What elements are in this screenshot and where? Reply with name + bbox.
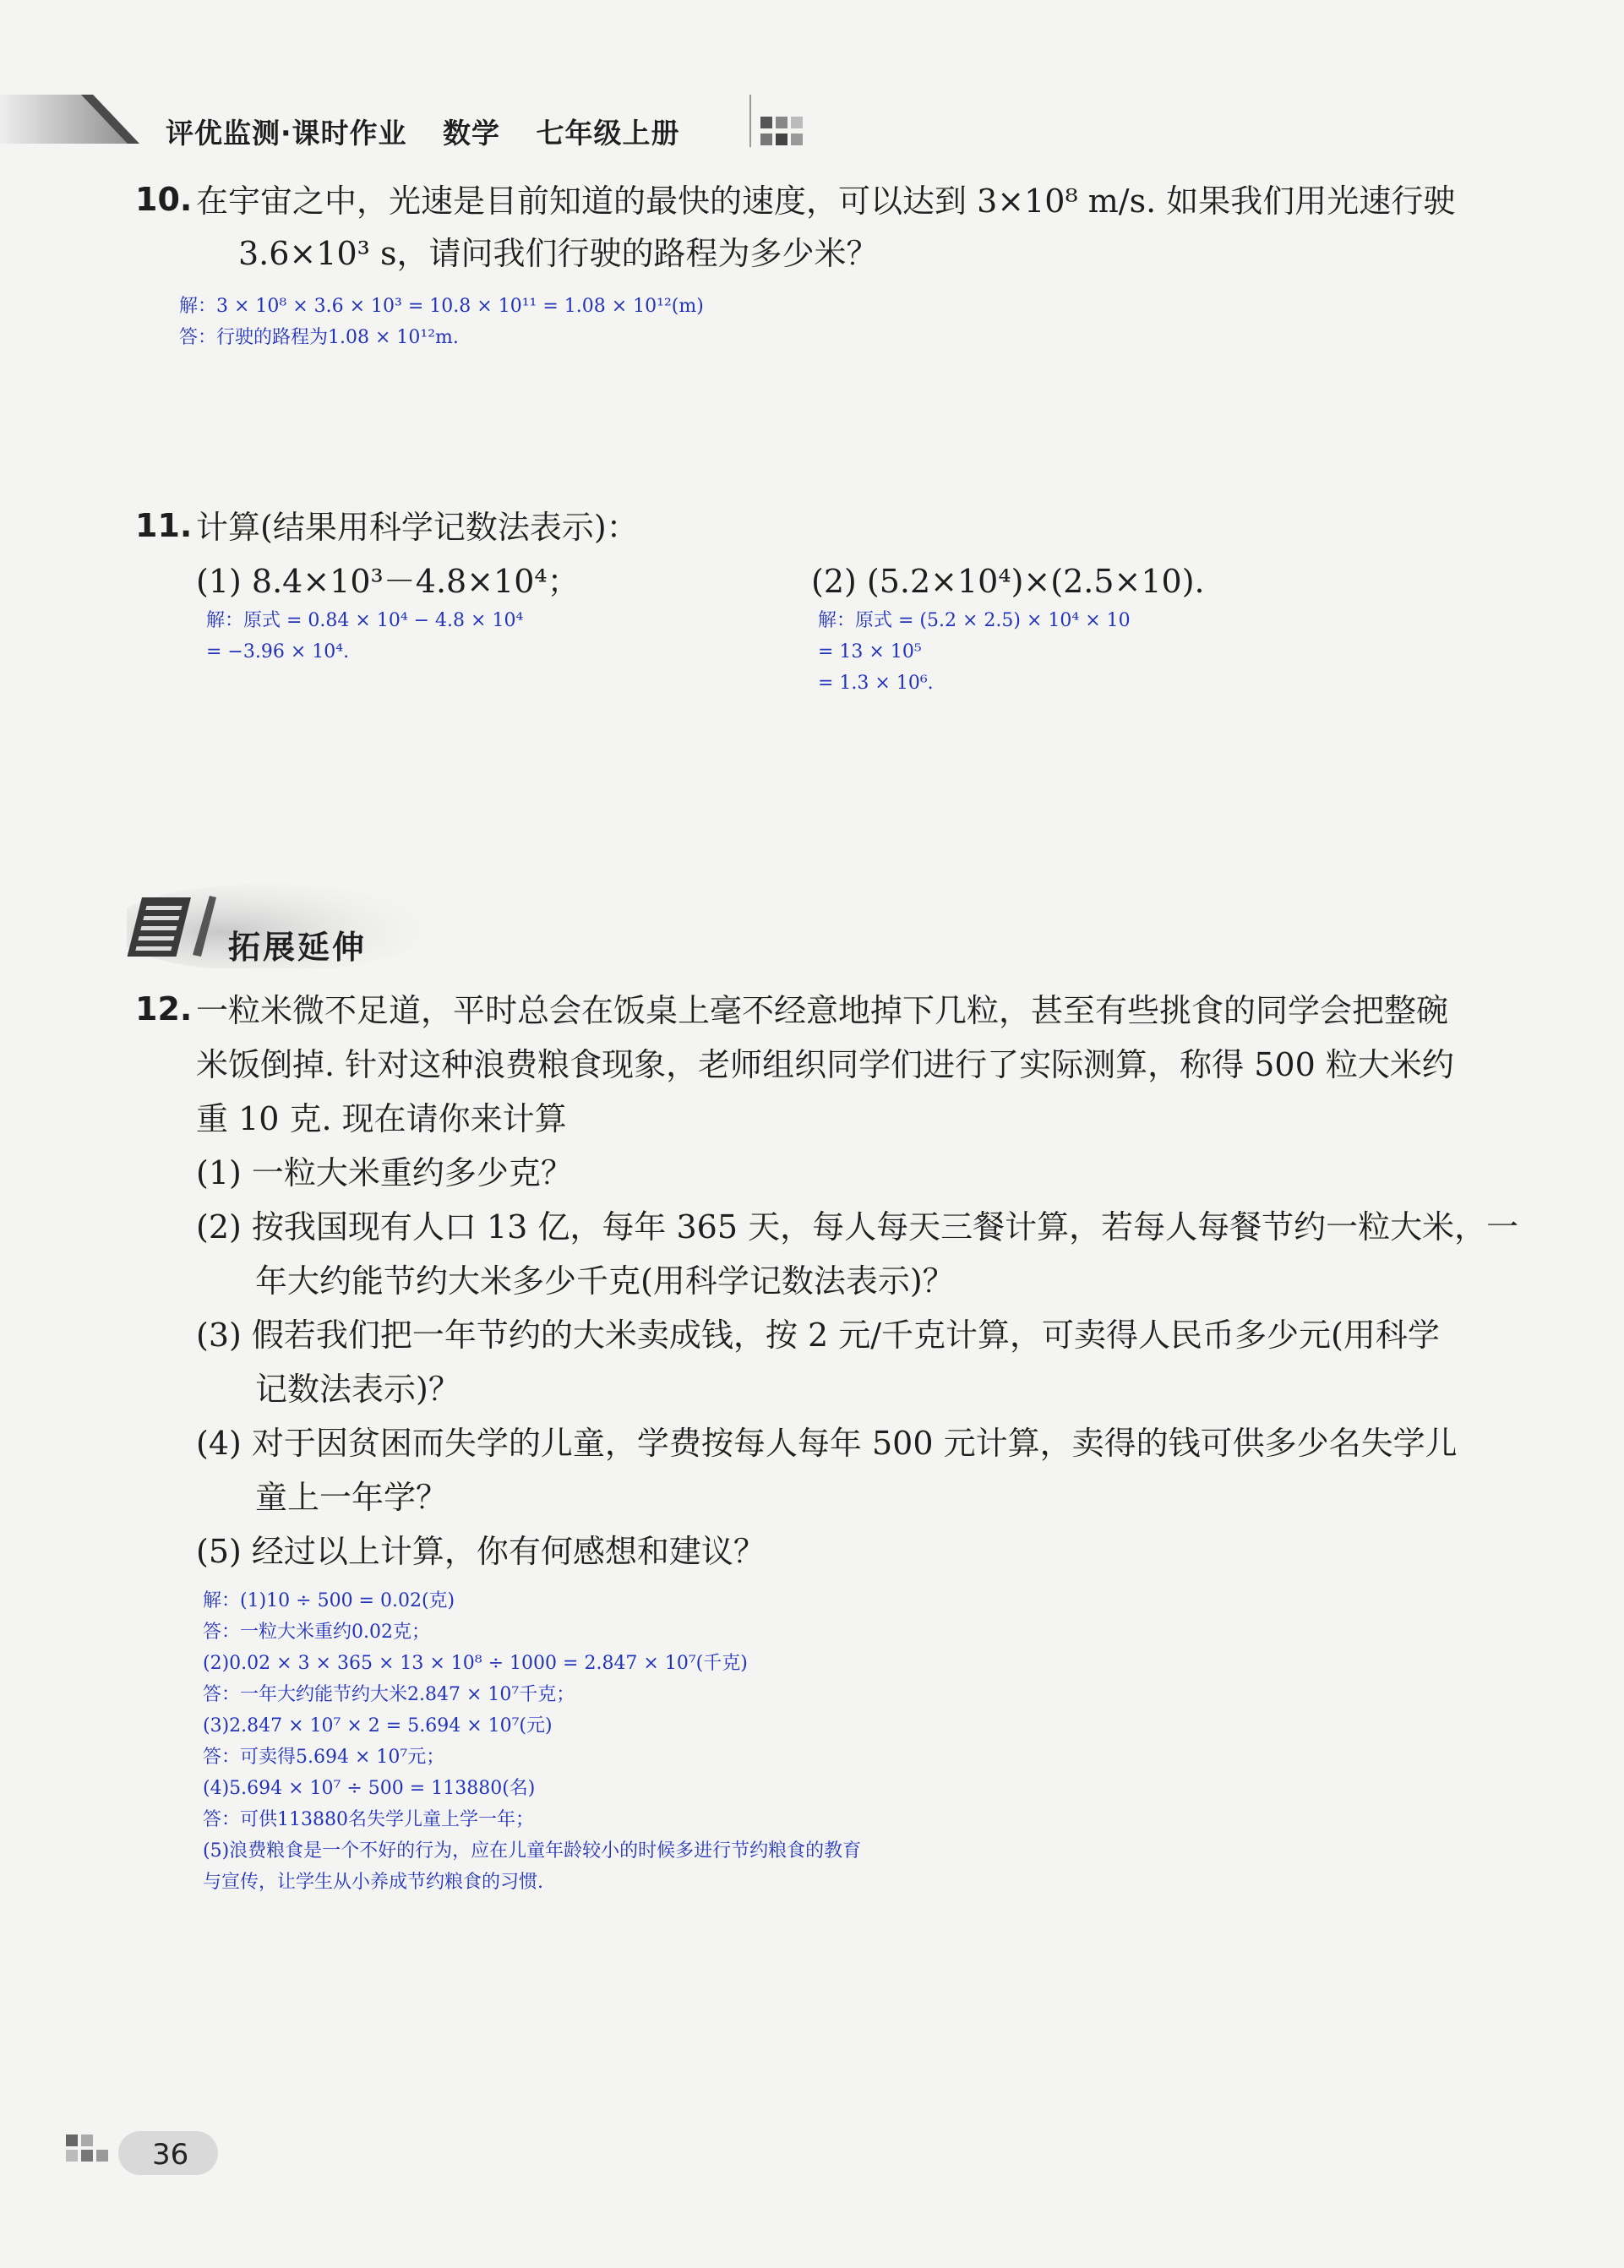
q12-answer-line: (3)2.847 × 10⁷ × 2 = 5.694 × 10⁷(元): [203, 1715, 553, 1736]
page-number: 36: [152, 2138, 189, 2172]
q11-part-1: (1) 8.4×10³－4.8×10⁴；: [196, 563, 580, 600]
q11-answer-1-line-2: = −3.96 × 10⁴.: [206, 641, 350, 662]
q12-answer-line: (5)浪费粮食是一个不好的行为，应在儿童年龄较小的时候多进行节约粮食的教育: [203, 1840, 862, 1862]
q11-title: 计算(结果用科学记数法表示)：: [196, 509, 639, 546]
q12-answer-line: 答：可卖得5.694 × 10⁷元；: [203, 1747, 445, 1768]
q12-sub-2-line-1: (2) 按我国现有人口 13 亿，每年 365 天，每人每天三餐计算，若每人每餐节约一粒大米，一: [196, 1208, 1519, 1246]
header-grade: 七年级上册: [536, 117, 680, 150]
q11-number: 11.: [135, 507, 193, 544]
q12-sub-3-line-1: (3) 假若我们把一年节约的大米卖成钱，按 2 元/千克计算，可卖得人民币多少元(用科学: [196, 1317, 1440, 1354]
q12-sub-5: (5) 经过以上计算，你有何感想和建议？: [196, 1533, 766, 1570]
q12-answer-line: 答：可供113880名失学儿童上学一年；: [203, 1809, 534, 1830]
q11-answer-2-line-3: = 1.3 × 10⁶.: [818, 673, 934, 694]
q12-line-1: 一粒米微不足道，平时总会在饭桌上毫不经意地掉下几粒，甚至有些挑食的同学会把整碗: [196, 992, 1449, 1029]
q12-answer-line: (2)0.02 × 3 × 365 × 13 × 10⁸ ÷ 1000 = 2.847 × 10⁷(千克): [203, 1653, 748, 1674]
q12-sub-4-line-1: (4) 对于因贫困而失学的儿童，学费按每人每年 500 元计算，卖得的钱可供多少名失学儿: [196, 1425, 1458, 1462]
header-divider: [749, 95, 751, 147]
q10-line-1: 在宇宙之中，光速是目前知道的最快的速度，可以达到 3×10⁸ m/s. 如果我们用光速行驶: [196, 183, 1456, 220]
q12-answer-line: 与宣传，让学生从小养成节约粮食的习惯.: [203, 1872, 543, 1893]
q11-answer-2-line-2: = 13 × 10⁵: [818, 641, 922, 662]
q12-answer-block: [203, 1585, 861, 1898]
header-subject: 数学: [443, 117, 501, 150]
q10-answer-2: 答：行驶的路程为1.08 × 10¹²m.: [179, 327, 459, 348]
q12-line-2: 米饭倒掉. 针对这种浪费粮食现象，老师组织同学们进行了实际测算，称得 500 粒大米约: [196, 1046, 1454, 1083]
q10-number: 10.: [135, 181, 193, 218]
q12-line-3: 重 10 克. 现在请你来计算: [196, 1100, 567, 1137]
footer-grid-icon: [66, 2134, 108, 2172]
q12-sub-1: (1) 一粒大米重约多少克？: [196, 1154, 573, 1191]
q12-answer-line: 答：一年大约能节约大米2.847 × 10⁷千克；: [203, 1684, 575, 1705]
running-header: [166, 112, 706, 151]
q12-sub-3-line-2: 记数法表示)？: [255, 1371, 460, 1408]
q10-line-2: 3.6×10³ s，请问我们行驶的路程为多少米？: [238, 235, 879, 272]
q12-sub-4-line-2: 童上一年学？: [255, 1479, 449, 1516]
q12-answer-line: 答：一粒大米重约0.02克；: [203, 1622, 430, 1643]
q10-answer-1: 解：3 × 10⁸ × 3.6 × 10³ = 10.8 × 10¹¹ = 1.08 × 10¹²(m): [179, 296, 704, 317]
header-grid-icon: [760, 117, 804, 147]
q11-part-2: (2) (5.2×10⁴)×(2.5×10).: [811, 563, 1205, 600]
q12-number: 12.: [135, 990, 193, 1028]
header-book-title: 评优监测·课时作业: [166, 117, 407, 150]
section-title: 拓展延伸: [228, 929, 368, 966]
q12-answer-line: 解：(1)10 ÷ 500 = 0.02(克): [203, 1590, 455, 1611]
header-wedge-decoration: [0, 95, 144, 147]
q11-answer-1-line-1: 解：原式 = 0.84 × 10⁴ − 4.8 × 10⁴: [206, 610, 524, 631]
q11-answer-2-line-1: 解：原式 = (5.2 × 2.5) × 10⁴ × 10: [818, 610, 1131, 631]
q12-answer-line: (4)5.694 × 10⁷ ÷ 500 = 113880(名): [203, 1778, 536, 1799]
q12-sub-2-line-2: 年大约能节约大米多少千克(用科学记数法表示)？: [255, 1262, 955, 1300]
